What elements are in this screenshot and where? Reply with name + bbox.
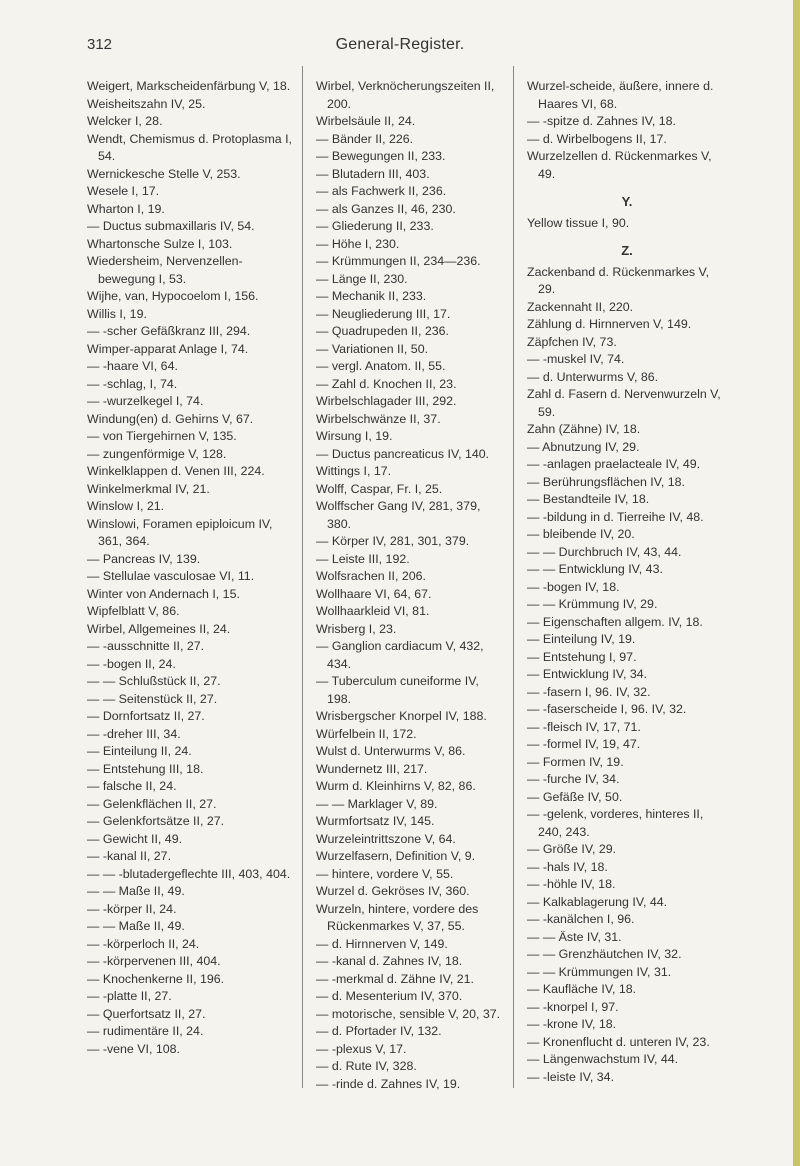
index-group-z bbox=[527, 264, 727, 1087]
index-entry: — Zahl d. Knochen II, 23. bbox=[316, 376, 457, 391]
column-divider-right bbox=[513, 66, 514, 1088]
index-entry: — Gewicht II, 49. bbox=[87, 831, 183, 846]
index-entry: — -bogen II, 24. bbox=[87, 656, 176, 671]
index-entry: — -kanälchen I, 96. bbox=[527, 912, 635, 926]
index-entry: — Gelenkfortsätze II, 27. bbox=[87, 814, 225, 828]
index-entry: — zungenförmige V, 128. bbox=[87, 446, 227, 461]
index-entry: Würfelbein II, 172. bbox=[316, 726, 417, 741]
index-entry: — Stellulae vasculosae VI, 11. bbox=[87, 569, 255, 583]
index-entry: Yellow tissue I, 90. bbox=[527, 215, 630, 230]
index-entry: — als Fachwerk II, 236. bbox=[316, 184, 447, 198]
section-letter-y: Y. bbox=[621, 194, 633, 209]
index-entry: — -körper II, 24. bbox=[87, 901, 177, 916]
index-entry: — Variationen II, 50. bbox=[316, 341, 429, 356]
index-entry: Wolffscher Gang IV, 281, 379, 380. bbox=[316, 499, 481, 531]
index-entry: — Eigenschaften allgem. IV, 18. bbox=[527, 614, 703, 629]
index-entry: — -rinde d. Zahnes IV, 19. bbox=[316, 1076, 461, 1091]
index-entry: — -bogen IV, 18. bbox=[527, 579, 620, 594]
index-entry: Zahn (Zähne) IV, 18. bbox=[527, 422, 641, 436]
index-entry: Wipfelblatt V, 86. bbox=[87, 604, 180, 618]
index-entry: — -faserscheide I, 96. IV, 32. bbox=[527, 702, 687, 716]
index-entry: — — -blutadergeflechte III, 403, 404. bbox=[87, 866, 291, 881]
index-entry: — -kanal II, 27. bbox=[87, 849, 172, 863]
index-entry: — — Krümmungen IV, 31. bbox=[527, 964, 672, 979]
index-entry: Wurzelzellen d. Rückenmarkes V, 49. bbox=[527, 149, 712, 181]
index-entry: — Gelenkflächen II, 27. bbox=[87, 796, 217, 811]
index-entry: — -kanal d. Zahnes IV, 18. bbox=[316, 954, 463, 968]
index-entry: — -merkmal d. Zähne IV, 21. bbox=[316, 971, 474, 986]
index-entry: Wendt, Chemismus d. Protoplasma I, 54. bbox=[87, 131, 292, 163]
running-title: General-Register. bbox=[335, 36, 465, 53]
index-entry: — Längenwachstum IV, 44. bbox=[527, 1052, 679, 1066]
index-entry: Winkelmerkmal IV, 21. bbox=[87, 481, 210, 496]
index-entry: — -höhle IV, 18. bbox=[527, 877, 616, 891]
index-entry: Zackenband d. Rückenmarkes V, 29. bbox=[527, 264, 710, 296]
index-entry: — Knochenkerne II, 196. bbox=[87, 971, 225, 986]
index-entry: — Entstehung III, 18. bbox=[87, 761, 204, 776]
index-entry: — -hals IV, 18. bbox=[527, 859, 608, 874]
index-entry: Weigert, Markscheidenfärbung V, 18. bbox=[87, 79, 291, 93]
page-number: 312 bbox=[87, 36, 113, 53]
index-entry: — -dreher III, 34. bbox=[87, 726, 181, 741]
index-entry: Wimper-apparat Anlage I, 74. bbox=[87, 341, 249, 356]
index-entry: — Neugliederung III, 17. bbox=[316, 306, 451, 321]
index-entry: — -muskel IV, 74. bbox=[527, 352, 625, 366]
index-entry: Wittings I, 17. bbox=[316, 464, 392, 478]
index-entry: Winter von Andernach I, 15. bbox=[87, 586, 240, 601]
index-entry: — — Durchbruch IV, 43, 44. bbox=[527, 544, 682, 559]
index-entry: — -fasern I, 96. IV, 32. bbox=[527, 684, 651, 699]
index-entry: — -anlagen praelacteale IV, 49. bbox=[527, 457, 701, 471]
index-entry: — — Maße II, 49. bbox=[87, 884, 185, 898]
index-entry: — d. Pfortader IV, 132. bbox=[316, 1024, 442, 1038]
index-entry: — -fleisch IV, 17, 71. bbox=[527, 719, 641, 734]
index-entry: Wesele I, 17. bbox=[87, 184, 160, 198]
index-entry: Wirbel, Allgemeines II, 24. bbox=[87, 621, 231, 636]
index-entry: Wrisbergscher Knorpel IV, 188. bbox=[316, 709, 487, 723]
index-entry: — d. Wirbelbogens II, 17. bbox=[527, 131, 667, 146]
index-entry: — Dornfortsatz II, 27. bbox=[87, 709, 205, 723]
index-entry: — motorische, sensible V, 20, 37. bbox=[316, 1006, 501, 1021]
page-edge bbox=[793, 0, 800, 1166]
index-entry: — — Entwicklung IV, 43. bbox=[527, 562, 663, 576]
index-entry: Wurzeleintrittszone V, 64. bbox=[316, 831, 456, 846]
index-entry: — d. Rute IV, 328. bbox=[316, 1059, 417, 1073]
index-entry: — — Seitenstück II, 27. bbox=[87, 691, 218, 706]
index-entry: — -furche IV, 34. bbox=[527, 772, 620, 786]
index-entry: — -scher Gefäßkranz III, 294. bbox=[87, 324, 251, 338]
index-entry: Wollhaare VI, 64, 67. bbox=[316, 586, 432, 601]
index-entry: Wernickesche Stelle V, 253. bbox=[87, 166, 241, 181]
index-entry: — — Grenzhäutchen IV, 32. bbox=[527, 947, 682, 961]
index-entry: — -gelenk, vorderes, hinteres II, 240, 243. bbox=[527, 807, 704, 839]
index-entry: — Gefäße IV, 50. bbox=[527, 789, 623, 804]
index-entry: — -wurzelkegel I, 74. bbox=[87, 394, 204, 408]
index-entry: — -formel IV, 19, 47. bbox=[527, 737, 641, 751]
index-entry: Wurzel d. Gekröses IV, 360. bbox=[316, 884, 470, 898]
section-letter-z: Z. bbox=[621, 243, 633, 258]
index-entry: Wirbelsäule II, 24. bbox=[316, 114, 416, 128]
index-entry: — — Maße II, 49. bbox=[87, 919, 185, 933]
index-entry: — -krone IV, 18. bbox=[527, 1017, 617, 1031]
index-entry: — Kronenflucht d. unteren IV, 23. bbox=[527, 1034, 710, 1049]
index-entry: Winkelklappen d. Venen III, 224. bbox=[87, 464, 265, 478]
index-column-1 bbox=[87, 78, 295, 1058]
index-entry: Winslow I, 21. bbox=[87, 499, 165, 513]
index-entry: — Berührungsflächen IV, 18. bbox=[527, 474, 685, 489]
index-column-3 bbox=[527, 78, 727, 1086]
index-entry: — Quadrupeden II, 236. bbox=[316, 324, 449, 338]
index-entry: — vergl. Anatom. II, 55. bbox=[316, 359, 446, 373]
index-entry: — Einteilung IV, 19. bbox=[527, 632, 636, 646]
index-entry: — -haare VI, 64. bbox=[87, 359, 178, 373]
index-column-2 bbox=[316, 78, 505, 1093]
index-entry: — Bestandteile IV, 18. bbox=[527, 492, 650, 506]
index-entry: — Querfortsatz II, 27. bbox=[87, 1006, 206, 1021]
index-entry: — Entwicklung IV, 34. bbox=[527, 667, 648, 681]
index-entry: — Höhe I, 230. bbox=[316, 236, 400, 251]
index-entry: Wolff, Caspar, Fr. I, 25. bbox=[316, 481, 443, 496]
index-entry: Wurm d. Kleinhirns V, 82, 86. bbox=[316, 779, 476, 793]
index-entry: Wolfsrachen II, 206. bbox=[316, 569, 426, 583]
index-entry: Wirsung I, 19. bbox=[316, 429, 393, 443]
index-entry: — Länge II, 230. bbox=[316, 271, 408, 286]
index-entry: Wulst d. Unterwurms V, 86. bbox=[316, 744, 466, 758]
index-entry: Wirbelschwänze II, 37. bbox=[316, 411, 441, 426]
index-entry: — als Ganzes II, 46, 230. bbox=[316, 201, 456, 216]
index-group-y bbox=[527, 215, 727, 233]
index-entry: — Leiste III, 192. bbox=[316, 551, 410, 566]
index-entry: — -plexus V, 17. bbox=[316, 1041, 407, 1056]
index-entry: — d. Mesenterium IV, 370. bbox=[316, 989, 463, 1003]
index-entry: — Größe IV, 29. bbox=[527, 842, 617, 856]
index-entry: — Gliederung II, 233. bbox=[316, 219, 434, 233]
index-entry: — Krümmungen II, 234—236. bbox=[316, 254, 481, 268]
index-entry: — Ganglion cardiacum V, 432, 434. bbox=[316, 639, 484, 671]
index-entry: — -ausschnitte II, 27. bbox=[87, 639, 205, 653]
index-entry: Weisheitszahn IV, 25. bbox=[87, 96, 206, 111]
index-entry: Whartonsche Sulze I, 103. bbox=[87, 236, 233, 251]
index-entry: — -platte II, 27. bbox=[87, 989, 172, 1003]
index-entry: — Tuberculum cuneiforme IV, 198. bbox=[316, 674, 479, 706]
index-entry: Zackennaht II, 220. bbox=[527, 299, 634, 314]
index-entry: Zählung d. Hirnnerven V, 149. bbox=[527, 317, 692, 331]
index-entry: Windung(en) d. Gehirns V, 67. bbox=[87, 411, 254, 426]
index-entry: Wurzelfasern, Definition V, 9. bbox=[316, 849, 476, 863]
index-entry: Wirbelschlagader III, 292. bbox=[316, 394, 457, 408]
index-entry: Wijhe, van, Hypocoelom I, 156. bbox=[87, 289, 259, 303]
index-entry: Wollhaarkleid VI, 81. bbox=[316, 604, 430, 618]
index-entry: — rudimentäre II, 24. bbox=[87, 1024, 204, 1038]
index-entry: Wiedersheim, Nervenzellenbewegung I, 53. bbox=[87, 254, 243, 286]
index-entry: — -schlag, I, 74. bbox=[87, 376, 178, 391]
index-entry: — Pancreas IV, 139. bbox=[87, 551, 201, 566]
index-entry: Wurzel-scheide, äußere, innere d. Haares VI, 68. bbox=[527, 79, 714, 111]
index-entry: Welcker I, 28. bbox=[87, 114, 163, 128]
index-entry: — -spitze d. Zahnes IV, 18. bbox=[527, 114, 676, 128]
index-entry: — -körpervenen III, 404. bbox=[87, 954, 221, 968]
index-entry: — Kaufläche IV, 18. bbox=[527, 982, 637, 996]
index-entry: Wurmfortsatz IV, 145. bbox=[316, 814, 435, 828]
index-entry: Zäpfchen IV, 73. bbox=[527, 334, 617, 349]
index-entry: Zahl d. Fasern d. Nervenwurzeln V, 59. bbox=[527, 387, 721, 419]
index-entry: Wurzeln, hintere, vordere des Rückenmarkes V, 37, 55. bbox=[316, 901, 479, 933]
index-entry: — — Schlußstück II, 27. bbox=[87, 674, 221, 688]
index-entry: — -vene VI, 108. bbox=[87, 1041, 180, 1056]
index-entry: — Kalkablagerung IV, 44. bbox=[527, 894, 668, 909]
index-entry: — Körper IV, 281, 301, 379. bbox=[316, 534, 470, 548]
index-entry: — d. Hirnnerven V, 149. bbox=[316, 936, 448, 951]
index-group-w bbox=[527, 78, 727, 183]
index-entry: — — Krümmung IV, 29. bbox=[527, 597, 658, 611]
index-entry: — bleibende IV, 20. bbox=[527, 527, 635, 541]
index-entry: Wirbel, Verknöcherungszeiten II, 200. bbox=[316, 79, 495, 111]
index-entry: — -bildung in d. Tierreihe IV, 48. bbox=[527, 509, 704, 524]
index-entry: — -knorpel I, 97. bbox=[527, 999, 619, 1014]
index-entry: — d. Unterwurms V, 86. bbox=[527, 369, 659, 384]
index-entry: — von Tiergehirnen V, 135. bbox=[87, 429, 237, 443]
index-entry: — Einteilung II, 24. bbox=[87, 744, 192, 758]
index-entry: — falsche II, 24. bbox=[87, 779, 177, 793]
index-entry: — Entstehung I, 97. bbox=[527, 649, 637, 664]
index-entry: Wrisberg I, 23. bbox=[316, 621, 397, 636]
index-entry: — Formen IV, 19. bbox=[527, 754, 624, 769]
page-header bbox=[0, 36, 800, 60]
index-entry: — Bewegungen II, 233. bbox=[316, 149, 446, 163]
index-entry: — Ductus submaxillaris IV, 54. bbox=[87, 219, 255, 233]
column-divider-left bbox=[302, 66, 303, 1088]
index-entry: — Bänder II, 226. bbox=[316, 131, 414, 146]
index-entry: Willis I, 19. bbox=[87, 306, 147, 321]
index-entry: — Mechanik II, 233. bbox=[316, 289, 427, 303]
index-entry: — — Äste IV, 31. bbox=[527, 929, 622, 944]
index-entry: Wundernetz III, 217. bbox=[316, 761, 428, 776]
index-entry: Winslowi, Foramen epiploicum IV, 361, 364. bbox=[87, 516, 273, 548]
index-entry: — Abnutzung IV, 29. bbox=[527, 439, 640, 454]
index-entry: — Ductus pancreaticus IV, 140. bbox=[316, 446, 490, 461]
index-entry: — Blutadern III, 403. bbox=[316, 166, 430, 181]
index-entry: — -leiste IV, 34. bbox=[527, 1069, 615, 1084]
index-entry: Wharton I, 19. bbox=[87, 201, 165, 216]
index-entry: — -körperloch II, 24. bbox=[87, 936, 200, 951]
index-entry: — — Marklager V, 89. bbox=[316, 796, 438, 811]
index-entry: — hintere, vordere V, 55. bbox=[316, 866, 454, 881]
